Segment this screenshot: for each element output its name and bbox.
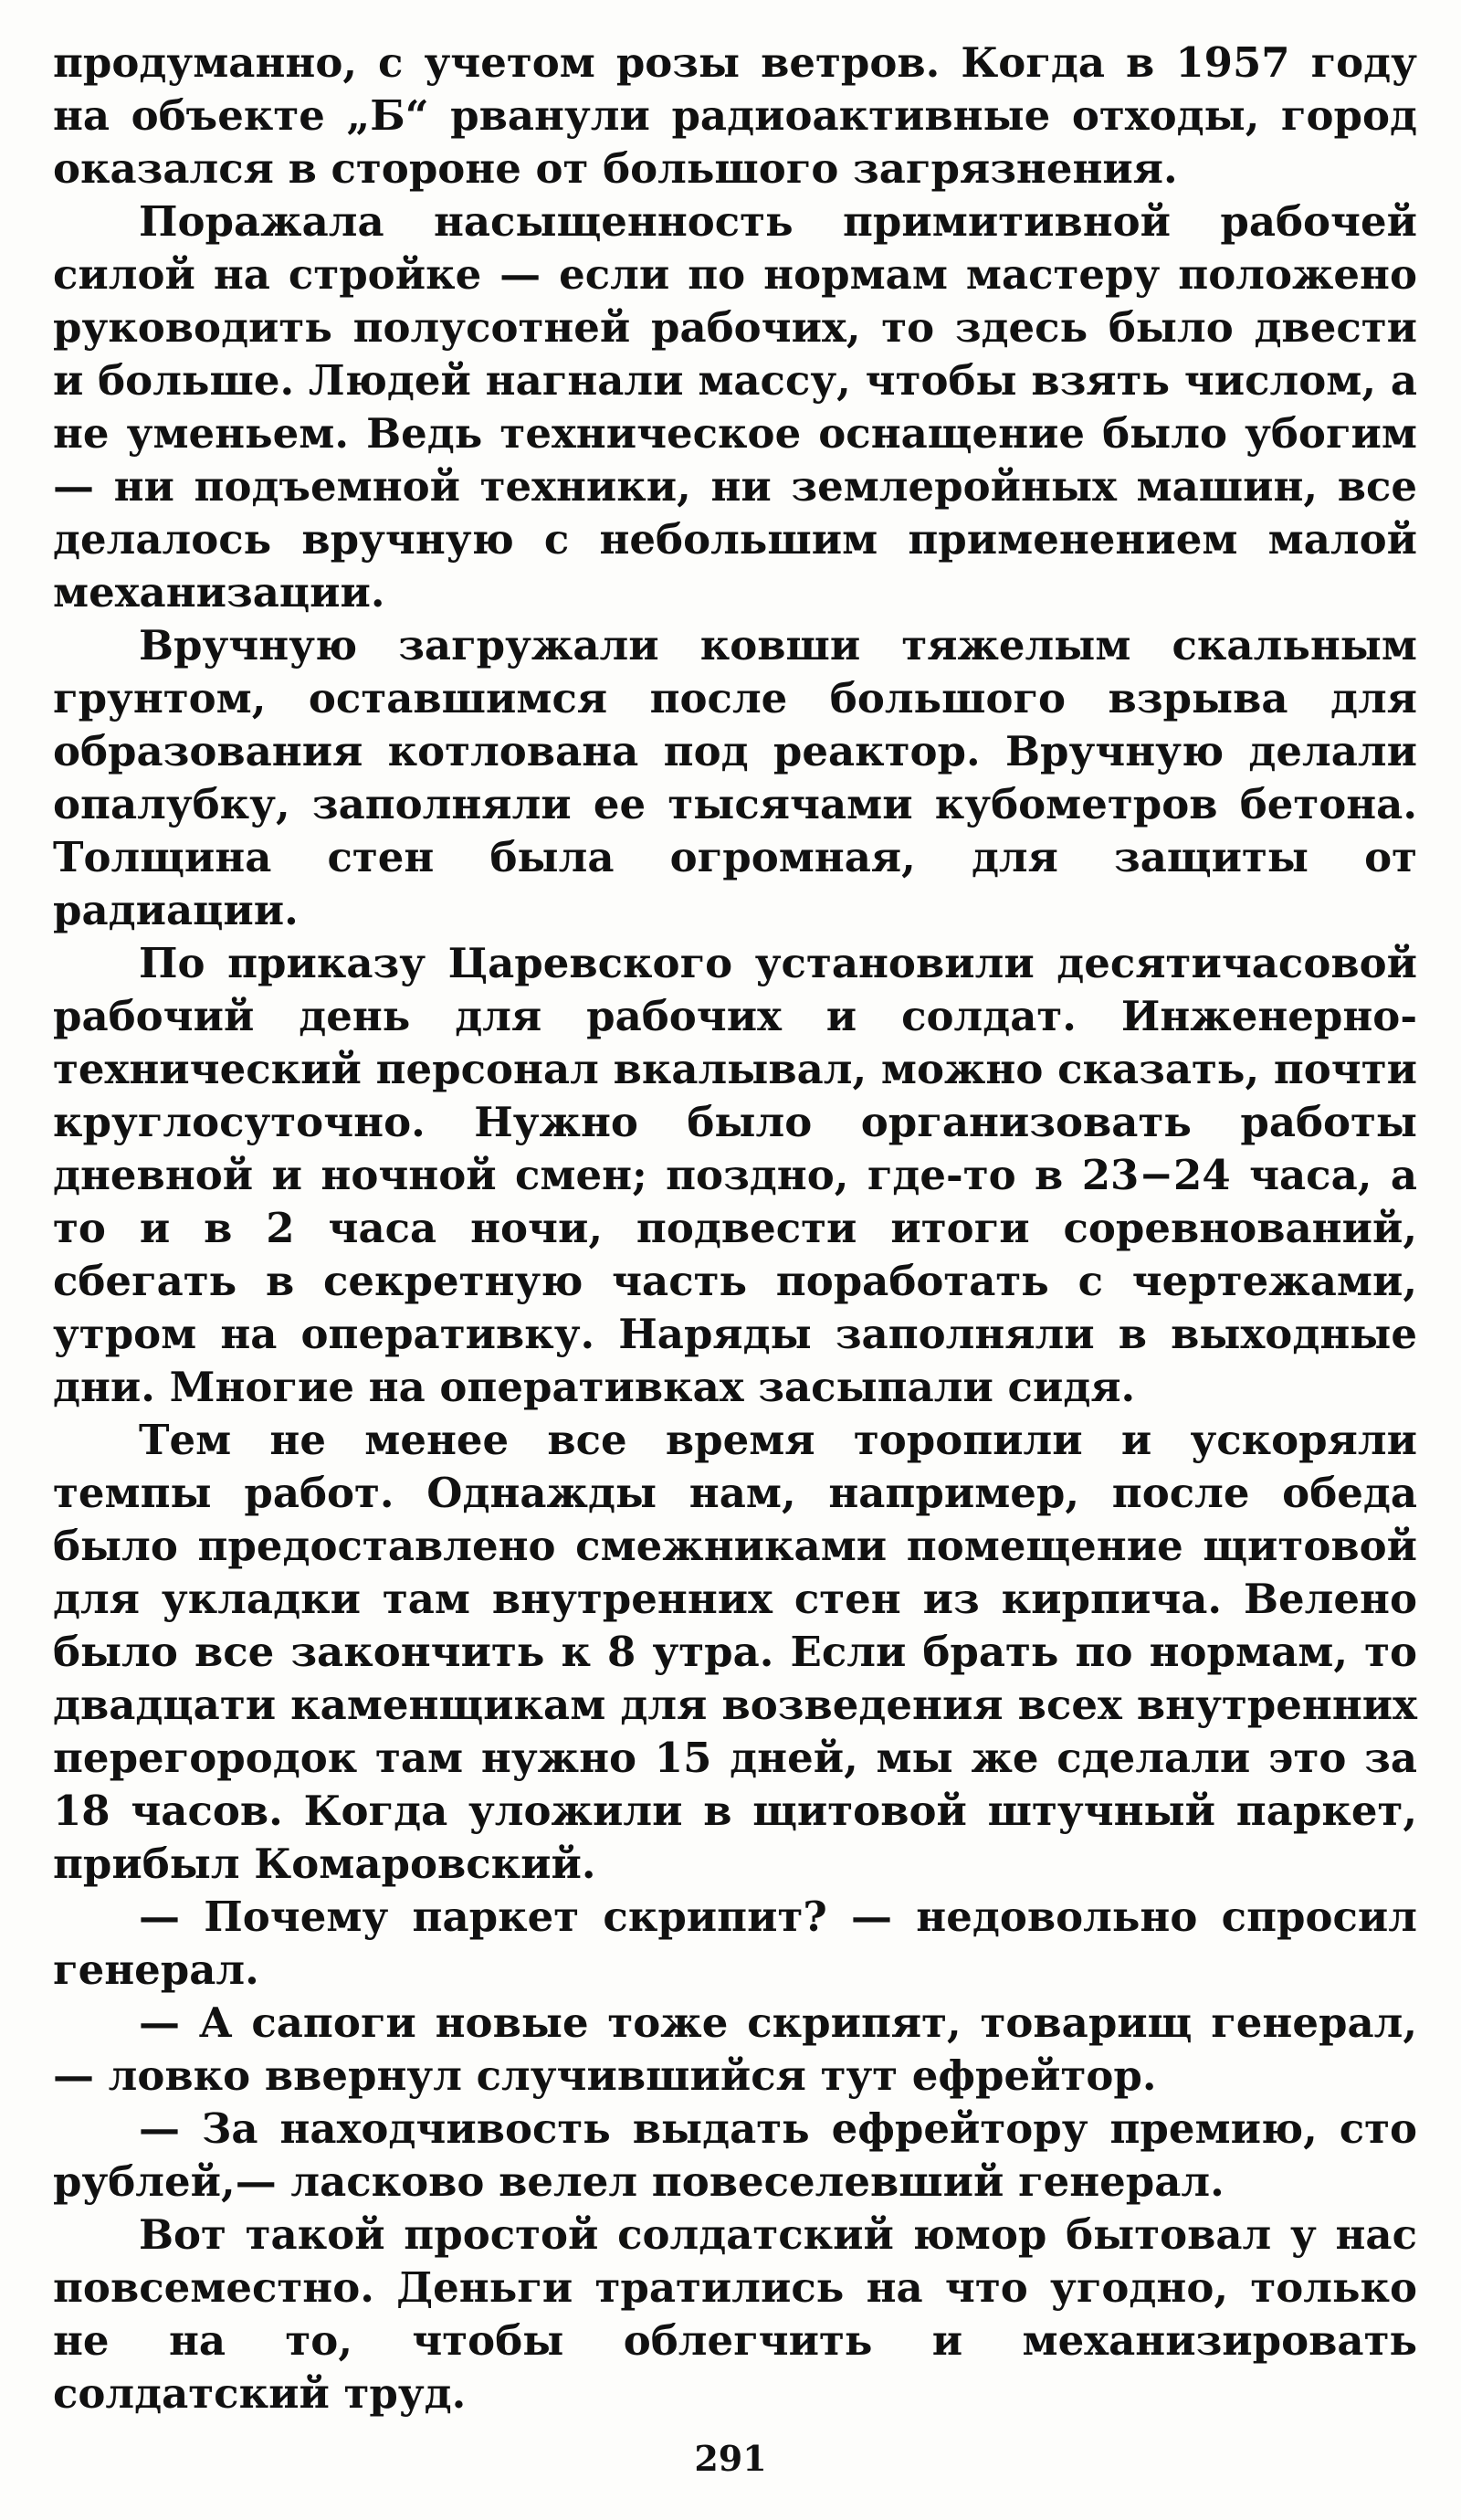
- page-number: 291: [694, 2438, 767, 2479]
- paragraph-work-pace: Тем не менее все время торопили и ускоряли темпы работ. Однажды нам, например, после обеда было предоставлено смежниками помещение щитовой для укладки там внутренних стен из кирпича. Велено было все закончить к 8 утра. Если брать по нормам, то двадцати каменщикам для возведения всех внутренних перегородок там нужно 15 дней, мы же сделали это за 18 часов. Когда уложили в щитовой штучный паркет, прибыл Комаровский.: [53, 1416, 1417, 1888]
- dialogue-line-general-order: — За находчивость выдать ефрейтору премию, сто рублей,— ласково велел повеселевший генерал.: [53, 2104, 1417, 2206]
- paragraph-manual-work: Вручную загружали ковши тяжелым скальным грунтом, оставшимся после большого взрыва для образования котлована под реактор. Вручную делали опалубку, заполняли ее тысячами кубометров бетона. Толщина стен была огромная, для защиты от радиации.: [53, 621, 1417, 934]
- paragraph-continuation: продуманно, с учетом розы ветров. Когда в 1957 году на объекте „Б“ рванули радиоактивные отходы, город оказался в стороне от большого загрязнения.: [53, 38, 1417, 193]
- page-text: [53, 37, 1417, 2420]
- dialogue-line-corporal-reply: — А сапоги новые тоже скрипят, товарищ генерал,— ловко ввернул случившийся тут ефрейтор.: [53, 1998, 1417, 2100]
- dialogue-line-general-question: — Почему паркет скрипит? — недовольно спросил генерал.: [53, 1893, 1417, 1994]
- paragraph-work-schedule: По приказу Царевского установили десятичасовой рабочий день для рабочих и солдат. Инженерно-технический персонал вкалывал, можно сказать, почти круглосуточно. Нужно было организовать работы дневной и ночной смен; поздно, где-то в 23−24 часа, а то и в 2 часа ночи, подвести итоги соревнований, сбегать в секретную часть поработать с чертежами, утром на оперативку. Наряды заполняли в выходные дни. Многие на оперативках засыпали сидя.: [53, 939, 1417, 1411]
- paragraph-labor-force: Поражала насыщенность примитивной рабочей силой на стройке — если по нормам мастеру положено руководить полусотней рабочих, то здесь было двести и больше. Людей нагнали массу, чтобы взять числом, а не уменьем. Ведь техническое оснащение было убогим — ни подъемной техники, ни землеройных машин, все делалось вручную с небольшим применением малой механизации.: [53, 197, 1417, 617]
- paragraph-soldier-humor: Вот такой простой солдатский юмор бытовал у нас повсеместно. Деньги тратились на что угодно, только не на то, чтобы облегчить и механизировать солдатский труд.: [53, 2210, 1417, 2418]
